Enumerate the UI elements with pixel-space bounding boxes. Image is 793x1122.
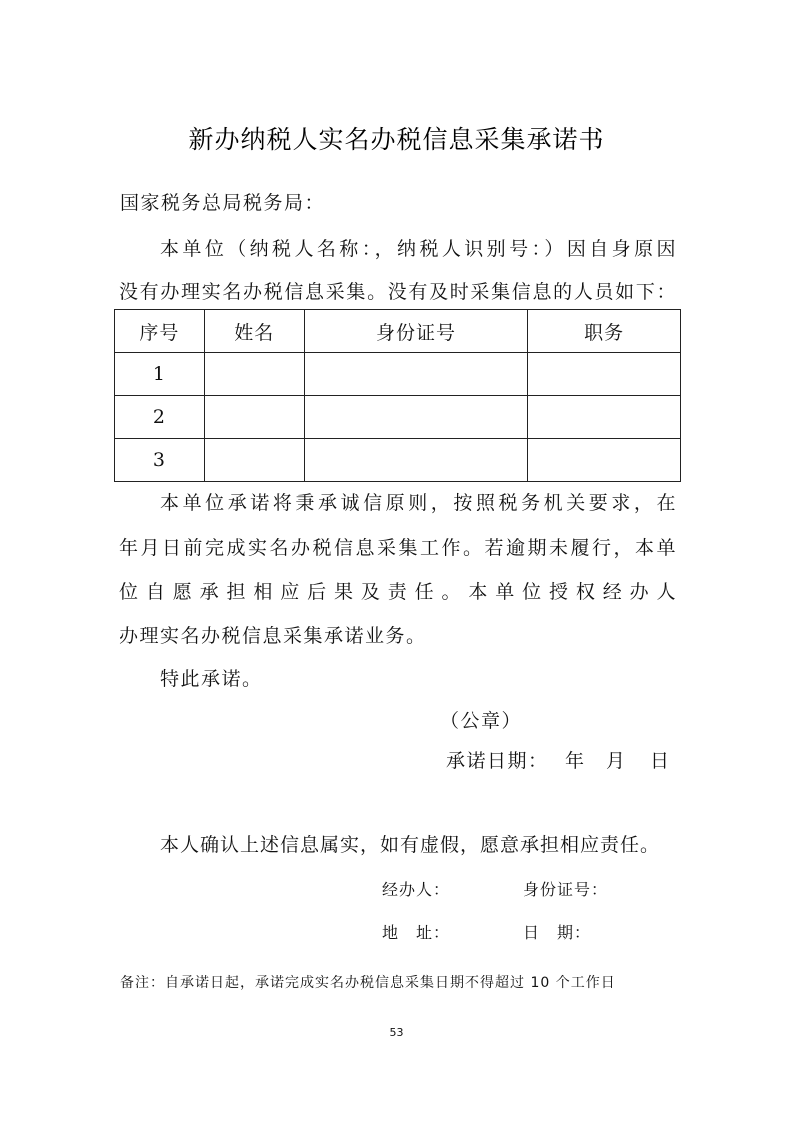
cell-name: [204, 439, 304, 482]
cell-position: [528, 439, 681, 482]
paragraph-2-line-4: 办理实名办税信息采集承诺业务。: [119, 625, 427, 647]
personnel-table: [114, 309, 681, 482]
cell-id-number: [304, 439, 528, 482]
cell-id-number: [304, 353, 528, 396]
official-seal-label: （公章）: [440, 710, 523, 732]
cell-position: [528, 353, 681, 396]
cell-id-number: [304, 396, 528, 439]
cell-name: [204, 396, 304, 439]
cell-serial: 3: [115, 439, 205, 482]
agent-label: 经办人：: [382, 880, 451, 899]
commitment-date-day: 日: [650, 750, 671, 772]
address-label: 地 址：: [382, 923, 451, 942]
footnote: 备注：自承诺日起，承诺完成实名办税信息采集日期不得超过 10 个工作日: [120, 975, 616, 991]
header-name: 姓名: [204, 310, 304, 353]
confirmation-statement: 本人确认上述信息属实，如有虚假，愿意承担相应责任。: [160, 834, 661, 856]
paragraph-2-line-1: 本单位承诺将秉承诚信原则，按照税务机关要求，在: [160, 492, 677, 514]
table-header-row: [115, 310, 681, 353]
table-row: [115, 353, 681, 396]
header-serial: 序号: [115, 310, 205, 353]
paragraph-1-line-1: 本单位（纳税人名称：，纳税人识别号：）因自身原因: [160, 238, 677, 260]
header-position: 职务: [528, 310, 681, 353]
document-title: 新办纳税人实名办税信息采集承诺书: [188, 125, 605, 154]
paragraph-2-line-3: 位自愿承担相应后果及责任。本单位授权经办人: [119, 581, 677, 603]
commitment-date-year: 年: [565, 750, 586, 772]
date-label: 日 期：: [523, 923, 592, 942]
closing-statement: 特此承诺。: [160, 668, 263, 690]
cell-serial: 2: [115, 396, 205, 439]
cell-name: [204, 353, 304, 396]
paragraph-2-line-2: 年月日前完成实名办税信息采集工作。若逾期未履行，本单: [119, 537, 677, 559]
cell-position: [528, 396, 681, 439]
paragraph-1-line-2: 没有办理实名办税信息采集。没有及时采集信息的人员如下：: [119, 281, 677, 303]
cell-serial: 1: [115, 353, 205, 396]
commitment-date-month: 月: [606, 750, 627, 772]
header-id-number: 身份证号: [304, 310, 528, 353]
commitment-date-label: 承诺日期：: [446, 750, 549, 772]
page-number: 53: [389, 1026, 404, 1039]
addressee: 国家税务总局税务局：: [120, 192, 326, 214]
table-row: [115, 439, 681, 482]
id-number-label: 身份证号：: [523, 880, 609, 899]
table-row: [115, 396, 681, 439]
